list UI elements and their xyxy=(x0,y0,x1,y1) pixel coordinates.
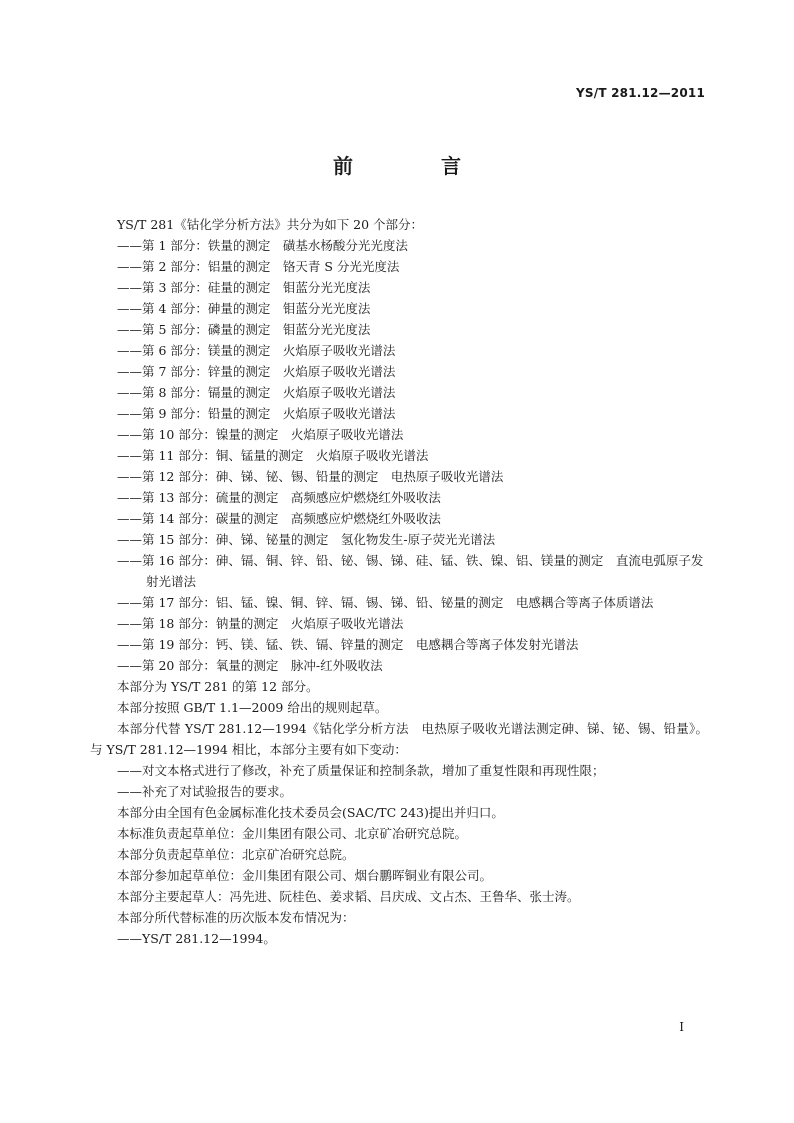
list-item: ——第 20 部分：氧量的测定 脉冲-红外吸收法 xyxy=(117,658,383,673)
drafters: 本部分主要起草人：冯先进、阮桂色、姜求韬、吕庆成、文占杰、王鲁华、张士涛。 xyxy=(117,889,580,904)
list-item: ——第 4 部分：砷量的测定 钼蓝分光光度法 xyxy=(117,301,371,316)
list-item: ——第 5 部分：磷量的测定 钼蓝分光光度法 xyxy=(117,322,371,337)
intro-paragraph: YS/T 281《钴化学分析方法》共分为如下 20 个部分： xyxy=(117,217,424,232)
list-item: ——第 12 部分：砷、锑、铋、锡、铅量的测定 电热原子吸收光谱法 xyxy=(117,469,504,484)
list-item: ——第 3 部分：硅量的测定 钼蓝分光光度法 xyxy=(117,280,371,295)
list-item: ——第 8 部分：镉量的测定 火焰原子吸收光谱法 xyxy=(117,385,396,400)
list-item: ——第 11 部分：铜、锰量的测定 火焰原子吸收光谱法 xyxy=(117,448,429,463)
change-item: ——对文本格式进行了修改，补充了质量保证和控制条款，增加了重复性限和再现性限； xyxy=(117,763,605,778)
list-item: ——第 6 部分：镁量的测定 火焰原子吸收光谱法 xyxy=(117,343,396,358)
replacement-statement: 本部分代替 YS/T 281.12—1994《钴化学分析方法 电热原子吸收光谱法测定砷、锑、铋、锡、铅量》。与 YS/T 281.12—1994 相比，本部分主要有如下变动： xyxy=(90,721,708,757)
list-item: ——第 10 部分：镍量的测定 火焰原子吸收光谱法 xyxy=(117,427,404,442)
document-body xyxy=(90,214,708,949)
list-item: ——第 13 部分：硫量的测定 高频感应炉燃烧红外吸收法 xyxy=(117,490,441,505)
proposer-statement: 本部分由全国有色金属标准化技术委员会(SAC/TC 243)提出并归口。 xyxy=(117,805,504,820)
list-item: ——第 17 部分：铝、锰、镍、铜、锌、镉、锡、锑、铅、铋量的测定 电感耦合等离子体质谱法 xyxy=(117,595,654,610)
list-item: ——第 15 部分：砷、锑、铋量的测定 氢化物发生-原子荧光光谱法 xyxy=(117,532,496,547)
part-drafting-unit: 本部分负责起草单位：北京矿冶研究总院。 xyxy=(117,847,355,862)
part-statement: 本部分为 YS/T 281 的第 12 部分。 xyxy=(117,679,319,694)
change-item: ——补充了对试验报告的要求。 xyxy=(117,784,293,799)
page-number: I xyxy=(679,1020,684,1034)
page-title: 前 言 xyxy=(333,154,495,178)
list-item: ——第 14 部分：碳量的测定 高频感应炉燃烧红外吸收法 xyxy=(117,511,441,526)
list-item: ——第 18 部分：钠量的测定 火焰原子吸收光谱法 xyxy=(117,616,404,631)
list-item: ——第 1 部分：铁量的测定 磺基水杨酸分光光度法 xyxy=(117,238,408,253)
list-item: ——第 19 部分：钙、镁、锰、铁、镉、锌量的测定 电感耦合等离子体发射光谱法 xyxy=(117,637,579,652)
history-intro: 本部分所代替标准的历次版本发布情况为： xyxy=(117,910,355,925)
list-item: ——第 2 部分：铝量的测定 铬天青 S 分光光度法 xyxy=(117,259,400,274)
drafting-rules-statement: 本部分按照 GB/T 1.1—2009 给出的规则起草。 xyxy=(117,700,388,715)
standard-code: YS/T 281.12—2011 xyxy=(576,86,705,100)
standard-drafting-unit: 本标准负责起草单位：金川集团有限公司、北京矿冶研究总院。 xyxy=(117,826,468,841)
list-item: ——第 9 部分：铅量的测定 火焰原子吸收光谱法 xyxy=(117,406,396,421)
history-item: ——YS/T 281.12—1994。 xyxy=(117,931,276,946)
participating-units: 本部分参加起草单位：金川集团有限公司、烟台鹏晖铜业有限公司。 xyxy=(117,868,493,883)
list-item: ——第 7 部分：锌量的测定 火焰原子吸收光谱法 xyxy=(117,364,396,379)
list-item: ——第 16 部分：砷、镉、铜、锌、铅、铋、锡、锑、硅、锰、铁、镍、铝、镁量的测定 直流电弧原子发射光谱法 xyxy=(117,553,704,589)
